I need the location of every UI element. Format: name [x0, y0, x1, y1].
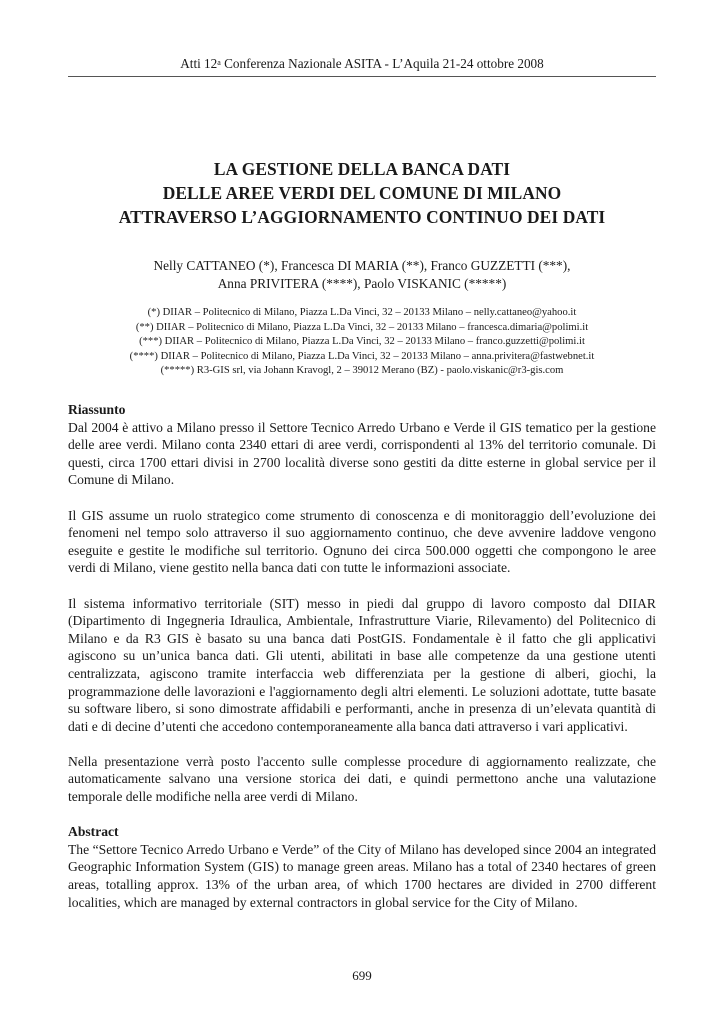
- body-text: [68, 401, 656, 911]
- running-header: [68, 56, 656, 72]
- author-line: Nelly CATTANEO (*), Francesca DI MARIA (**), Franco GUZZETTI (***),: [153, 258, 571, 273]
- header-rule: [68, 76, 656, 77]
- header-suffix: Conferenza Nazionale ASITA - L’Aquila 21-24 ottobre 2008: [220, 56, 544, 71]
- affiliation: (**) DIIAR – Politecnico di Milano, Piazza L.Da Vinci, 32 – 20133 Milano – francesca.dimaria@polimi.it: [135, 321, 589, 333]
- affiliation: (****) DIIAR – Politecnico di Milano, Piazza L.Da Vinci, 32 – 20133 Milano – anna.privitera@fastwebnet.it: [129, 350, 595, 362]
- title-line: ATTRAVERSO L’AGGIORNAMENTO CONTINUO DEI DATI: [118, 207, 606, 227]
- title-line: DELLE AREE VERDI DEL COMUNE DI MILANO: [162, 183, 562, 203]
- paper-title: [40, 157, 684, 229]
- page-number: 699: [352, 968, 372, 983]
- title-line: LA GESTIONE DELLA BANCA DATI: [213, 159, 511, 179]
- author-line: Anna PRIVITERA (****), Paolo VISKANIC (*****): [217, 276, 507, 291]
- abstract-heading: Abstract: [68, 824, 119, 840]
- abstract-paragraph: The “Settore Tecnico Arredo Urbano e Verde” of the City of Milano has developed since 2004 an integrated Geographic Information System (GIS) to manage green areas. Milano has a total of 2340 hectares of green areas, totalling approx. 13% of the urban area, of which 1700 hectares are divided in 2700 different localities, which are managed by external contractors in global service for the City of Milano.: [68, 841, 656, 910]
- riassunto-paragraph: Il GIS assume un ruolo strategico come strumento di conoscenza e di monitoraggio dell’evoluzione dei fenomeni nel tempo solo attraverso il suo aggiornamento continuo, che deve avvenire laddove vengono eseguite e gestite le modifiche sul territorio. Ognuno dei circa 500.000 oggetti che compongono le aree verdi di Milano, viene gestito nella banca dati con tutte le informazioni associate.: [68, 507, 656, 576]
- affiliation: (*) DIIAR – Politecnico di Milano, Piazza L.Da Vinci, 32 – 20133 Milano – nelly.cattaneo@yahoo.it: [147, 307, 577, 318]
- author-list: [40, 257, 684, 293]
- riassunto-paragraph: Nella presentazione verrà posto l'accento sulle complesse procedure di aggiornamento realizzate, che automaticamente salvano una versione storica dei dati, e quindi permettono anche una valutazione temporale delle modifiche nella aree verdi di Milano.: [68, 753, 656, 805]
- header-prefix: Atti 12: [180, 56, 218, 71]
- affiliation-list: [30, 306, 694, 379]
- header-superscript: a: [217, 58, 221, 67]
- affiliation: (*****) R3-GIS srl, via Johann Kravogl, 2 – 39012 Merano (BZ) - paolo.viskanic@r3-gis.com: [160, 365, 564, 377]
- affiliation: (***) DIIAR – Politecnico di Milano, Piazza L.Da Vinci, 32 – 20133 Milano – franco.guzzetti@polimi.it: [139, 336, 585, 348]
- riassunto-paragraph: Il sistema informativo territoriale (SIT) messo in piedi dal gruppo di lavoro composto dal DIIAR (Dipartimento di Ingegneria Idraulica, Ambientale, Infrastrutture Viarie, Rilevamento) del Politecnico di Milano e da R3 GIS è basato su una banca dati PostGIS. Fondamentale è il fatto che gli applicativi agiscono su un’unica banca dati. Gli utenti, abilitati in base alle competenze da una gestione utenti centralizzata, agiscono tramite interfaccia web differenziata per la gestione di alberi, giochi, la programmazione delle lavorazioni e l'aggiornamento degli altri elementi. Le soluzioni adottate, tutte basate su software libero, si sono dimostrate affidabili e performanti, anche in presenza di un’elevata quantità di dati e di decine d’utenti che accedono contemporaneamente alla banca dati attraverso i vari applicativi.: [68, 595, 656, 734]
- riassunto-heading: Riassunto: [68, 402, 126, 417]
- riassunto-paragraph: Dal 2004 è attivo a Milano presso il Settore Tecnico Arredo Urbano e Verde il GIS tematico per la gestione delle aree verdi. Milano conta 2340 ettari di aree verdi, corrispondenti al 13% del territorio comunale. Di questi, circa 1700 ettari divisi in 2700 località diverse sono gestiti da ditte esterne in global service per il Comune di Milano.: [68, 419, 656, 488]
